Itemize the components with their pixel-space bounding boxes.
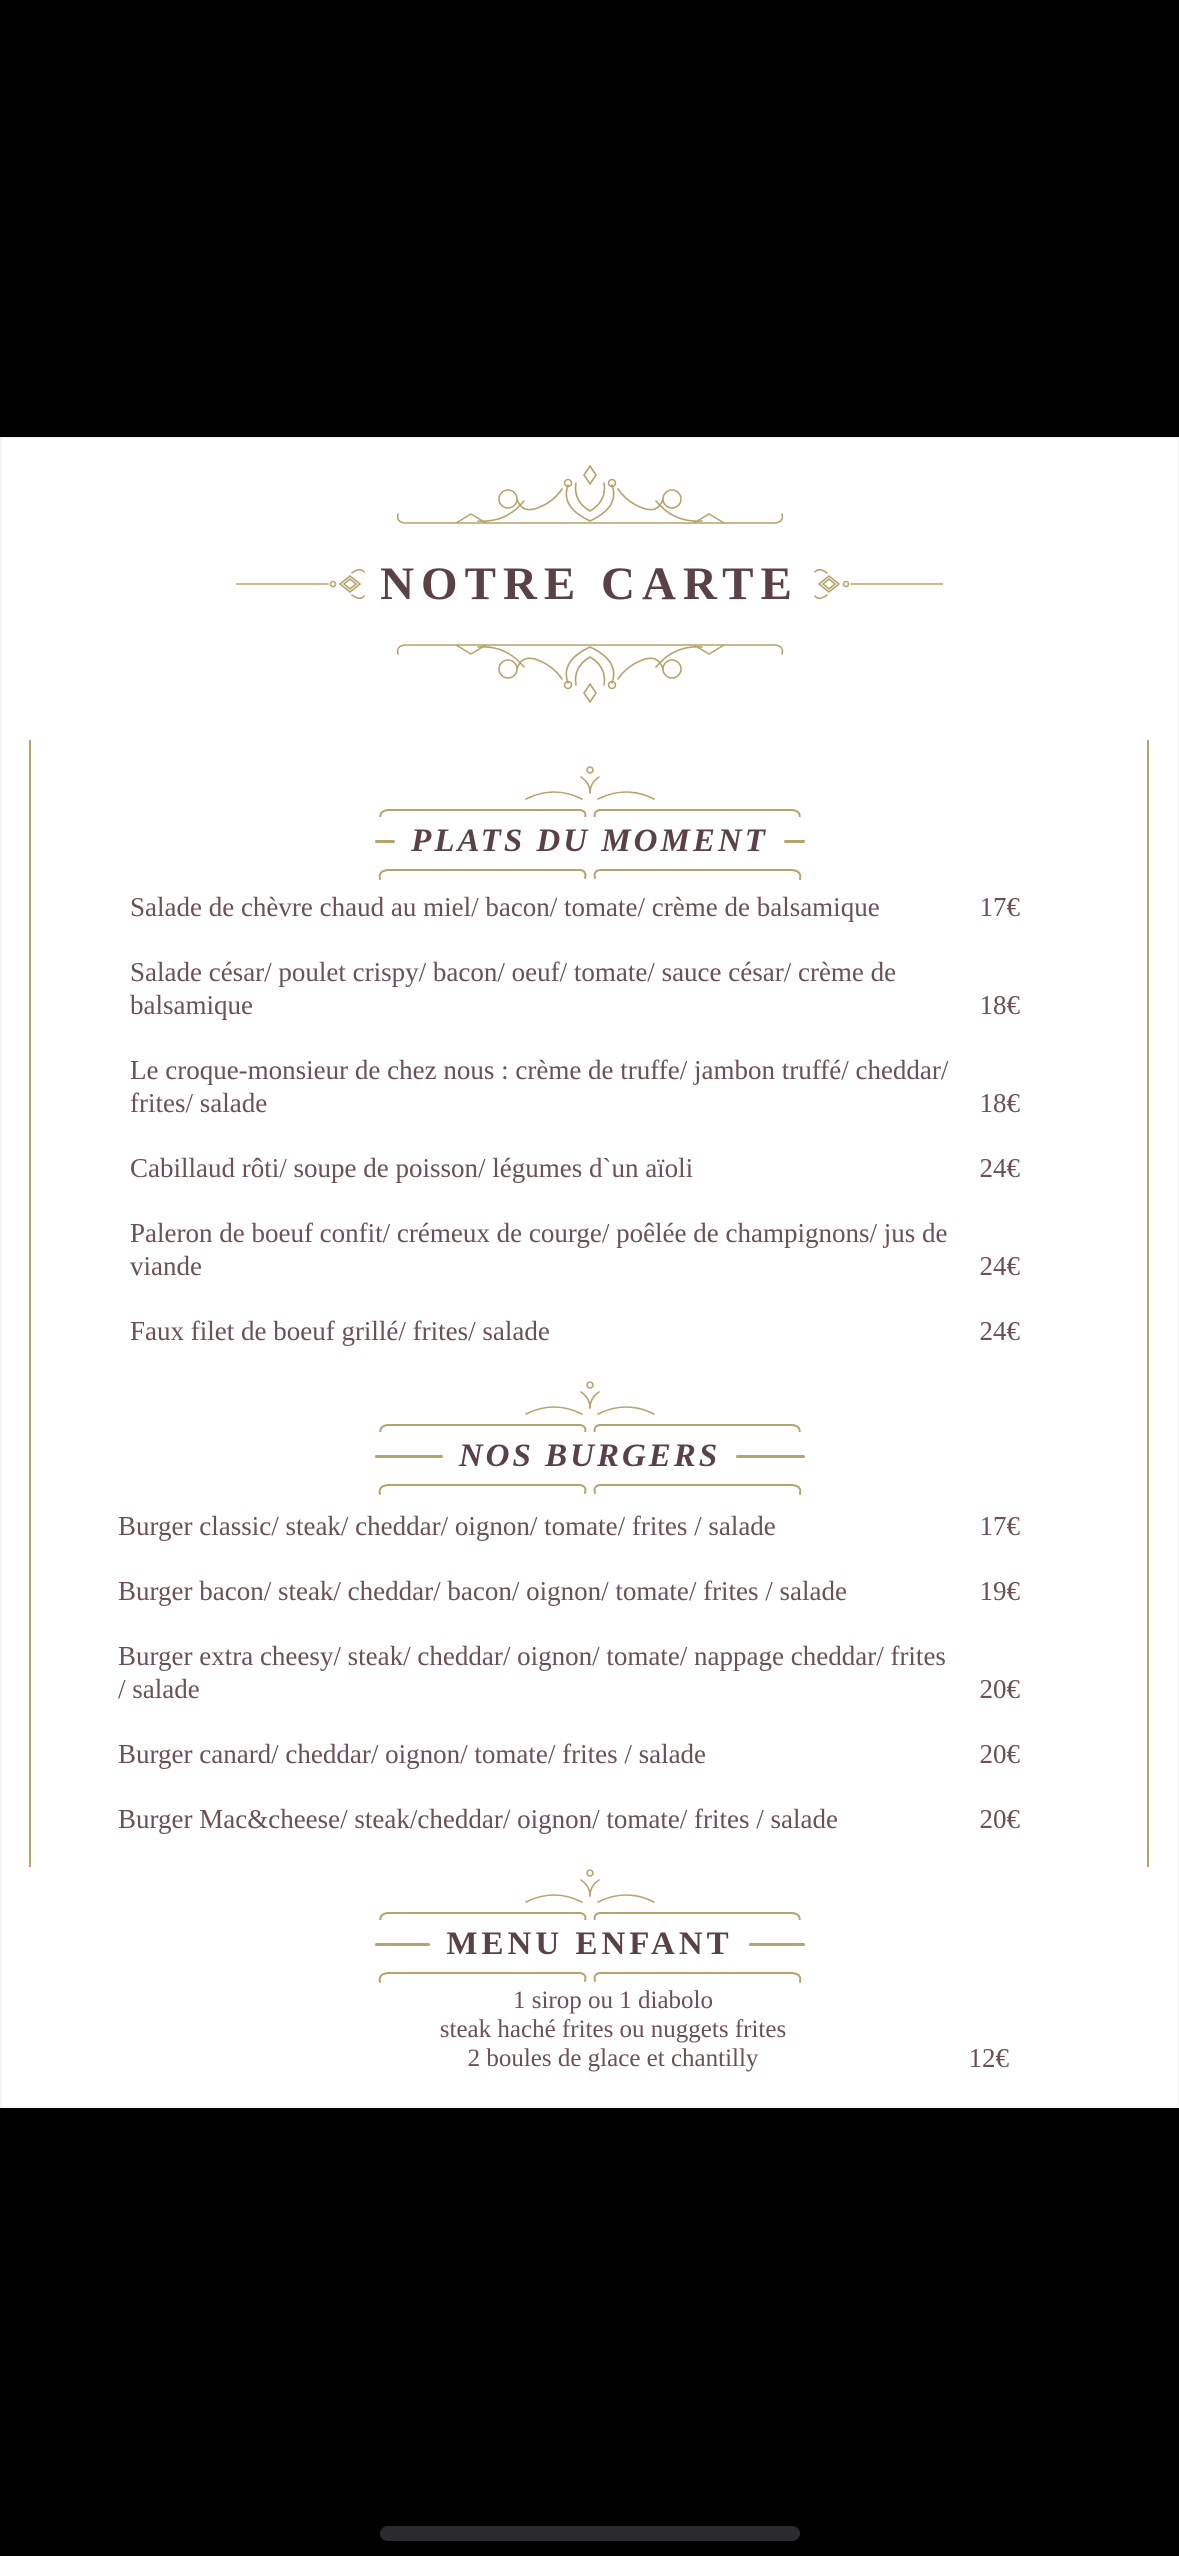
- page-title: NOTRE CARTE: [380, 558, 799, 610]
- menu-item-name: Le croque-monsieur de chez nous : crème de truffe/ jambon truffé/ cheddar/ frites/ salade: [130, 1055, 949, 1118]
- menu-item: [130, 1152, 1020, 1185]
- gold-border-left: [29, 740, 31, 1867]
- title-dash-left: [375, 840, 396, 843]
- menu-enfant-line: 1 sirop ou 1 diabolo: [513, 1987, 713, 2014]
- menu-item: [130, 956, 1020, 1022]
- menu-item: [118, 1575, 1020, 1608]
- menu-item-name: Burger bacon/ steak/ cheddar/ bacon/ oignon/ tomate/ frites / salade: [118, 1576, 848, 1606]
- menu-item-price: 18€: [979, 1088, 1020, 1118]
- section-divider-bottom-icon: [370, 865, 810, 883]
- section-title-row: [375, 1434, 805, 1478]
- section-divider-bottom-icon: [370, 1968, 810, 1986]
- title-dash-left: [375, 1943, 431, 1946]
- menu-enfant-description: [217, 1986, 1009, 2073]
- menu-item-name: Salade césar/ poulet crispy/ bacon/ oeuf/ tomate/ sauce césar/ crème de balsamique: [130, 957, 897, 1020]
- section-title-row: [375, 1922, 805, 1966]
- title-dash-right: [749, 1943, 805, 1946]
- menu-item-name: Paleron de boeuf confit/ crémeux de courge/ poêlée de champignons/ jus de viande: [130, 1218, 948, 1281]
- menu-item-name: Cabillaud rôti/ soupe de poisson/ légumes d`un aïoli: [130, 1153, 694, 1183]
- menu-item-price: 20€: [979, 1674, 1020, 1704]
- flourish-top-icon: [310, 463, 870, 529]
- menu-item: [130, 1217, 1020, 1283]
- menu-item-price: 24€: [979, 1316, 1020, 1346]
- menu-item: [130, 891, 1020, 924]
- title-rule-left-icon: [236, 566, 366, 602]
- section-divider-top-icon: [370, 1380, 810, 1432]
- title-rule-right-icon: [813, 566, 943, 602]
- section-plats-du-moment: [0, 765, 1179, 1348]
- section-divider-bottom-icon: [370, 1480, 810, 1498]
- section-header: [370, 765, 810, 883]
- menu-item-price: 20€: [979, 1804, 1020, 1834]
- section-divider-top-icon: [370, 1868, 810, 1920]
- menu-item-name: Burger canard/ cheddar/ oignon/ tomate/ frites / salade: [118, 1739, 707, 1769]
- menu-item: [118, 1640, 1020, 1706]
- section-title: NOS BURGERS: [458, 1437, 721, 1474]
- menu-item-name: Faux filet de boeuf grillé/ frites/ salade: [130, 1316, 550, 1346]
- page-title-row: [0, 529, 1179, 639]
- section-divider-top-icon: [370, 765, 810, 817]
- flourish-bottom-icon: [310, 639, 870, 705]
- section-header: [370, 1868, 810, 1986]
- menu-item: [118, 1738, 1020, 1771]
- menu-item-price: 17€: [979, 1511, 1020, 1541]
- section-title-row: [375, 819, 805, 863]
- menu-item-name: Burger Mac&cheese/ steak/cheddar/ oignon/ tomate/ frites / salade: [118, 1804, 838, 1834]
- section-menu-enfant: [0, 1868, 1179, 2073]
- gold-border-right: [1147, 740, 1149, 1867]
- menu-item-name: Burger extra cheesy/ steak/ cheddar/ oignon/ tomate/ nappage cheddar/ frites / salade: [118, 1641, 946, 1704]
- home-indicator[interactable]: [380, 2526, 800, 2541]
- menu-item: [130, 1054, 1020, 1120]
- menu-item-price: 17€: [979, 892, 1020, 922]
- menu-item: [118, 1510, 1020, 1543]
- burgers-items: [0, 1510, 1179, 1836]
- menu-item-name: Burger classic/ steak/ cheddar/ oignon/ tomate/ frites / salade: [118, 1511, 776, 1541]
- menu-item-name: Salade de chèvre chaud au miel/ bacon/ tomate/ crème de balsamique: [130, 892, 880, 922]
- menu-item-price: 18€: [979, 990, 1020, 1020]
- section-title: MENU ENFANT: [446, 1925, 733, 1962]
- menu-item-price: 12€: [968, 2043, 1009, 2073]
- menu-enfant-line: steak haché frites ou nuggets frites: [439, 2016, 787, 2043]
- section-header: [370, 1380, 810, 1498]
- menu-item-price: 24€: [979, 1251, 1020, 1281]
- menu-item: [130, 1315, 1020, 1348]
- section-nos-burgers: [0, 1380, 1179, 1836]
- section-title: PLATS DU MOMENT: [411, 822, 768, 859]
- title-dash-left: [375, 1455, 443, 1458]
- title-dash-right: [784, 840, 805, 843]
- menu-item-price: 20€: [979, 1739, 1020, 1769]
- menu-item-price: 24€: [979, 1153, 1020, 1183]
- menu-card: [0, 437, 1179, 2108]
- menu-item: [118, 1803, 1020, 1836]
- menu-item-price: 19€: [979, 1576, 1020, 1606]
- title-dash-right: [736, 1455, 804, 1458]
- plats-items: [0, 891, 1179, 1348]
- menu-enfant-line: 2 boules de glace et chantilly: [467, 2045, 759, 2072]
- menu-header: [0, 437, 1179, 705]
